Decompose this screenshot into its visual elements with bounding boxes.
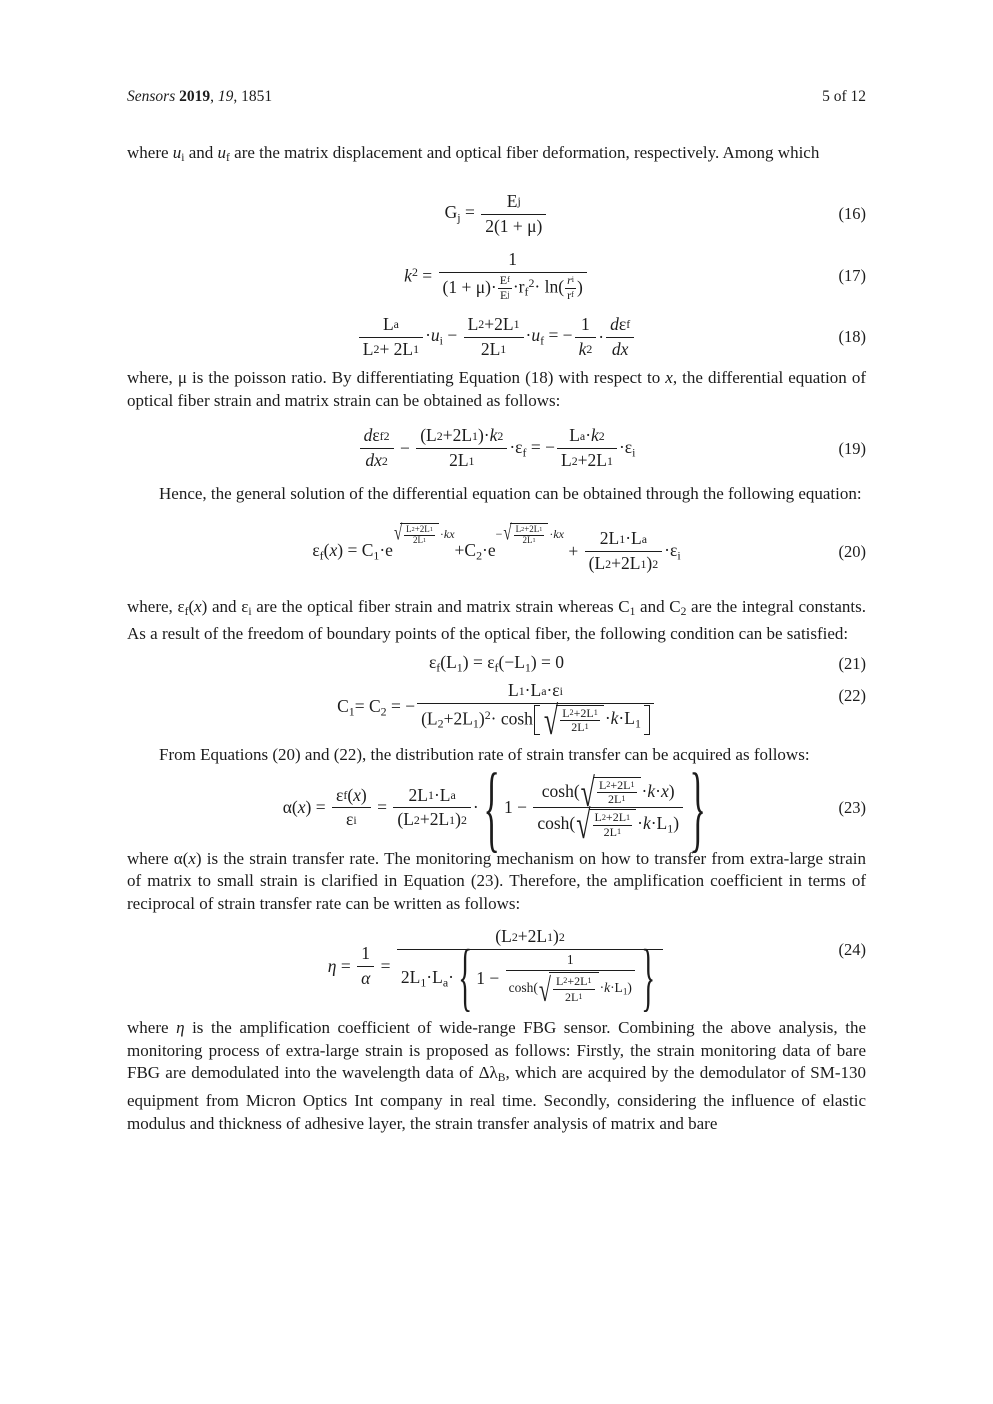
fraction — [560, 707, 600, 734]
numerator: r i — [567, 273, 575, 288]
fraction — [565, 274, 576, 301]
equation-24 — [127, 925, 866, 1021]
radical-sign-icon: √ — [543, 698, 559, 744]
equation-number-20: (20) — [838, 541, 866, 561]
math-text: $\cdot k\cdot L_1$ — [604, 708, 641, 731]
fraction — [464, 313, 524, 362]
denominator: E j — [499, 287, 510, 302]
denominator: dx — [611, 338, 629, 359]
brace-content — [476, 951, 637, 1009]
journal-citation: Sensors 2019, 19, 1851 — [127, 88, 273, 105]
numerator: L 2 +2L 1 — [594, 810, 631, 825]
equation-number-16: (16) — [838, 204, 866, 224]
fraction — [514, 525, 545, 546]
paragraph-2: where, μ is the poisson ratio. By differentiating Equation (18) with respect to x, the differential equation of optical fiber strain and matrix strain can be obtained as follows: — [127, 368, 867, 410]
math-text: + — [564, 541, 583, 562]
page-header — [127, 88, 866, 106]
square-root — [394, 523, 439, 546]
radical-sign-icon: √ — [580, 770, 595, 816]
math-text: $\cdot u_f$ = − — [525, 325, 573, 348]
fraction — [360, 424, 394, 473]
denominator: 2L 1 — [571, 720, 589, 735]
math-text: $(L_2+2L_1)^2\cdot \cosh$ — [421, 708, 533, 731]
math-text: $\cdot\varepsilon_i$ — [664, 540, 681, 563]
radicand — [556, 705, 604, 734]
denominator: ε i — [346, 809, 357, 830]
bracket-group — [534, 698, 650, 744]
denominator: 2L 1 — [608, 792, 626, 807]
numerator: E f — [499, 273, 510, 288]
numerator: 2L 1 ·L a — [585, 527, 663, 552]
math-text: − — [495, 527, 503, 542]
fraction — [393, 784, 471, 833]
left-brace: { — [483, 751, 500, 862]
equation-24-body — [327, 925, 665, 1021]
denominator: (L 2 +2L 1 ) 2 — [588, 553, 659, 574]
square-root — [503, 523, 548, 546]
denominator — [417, 698, 654, 744]
numerator: 1 — [357, 942, 374, 967]
numerator: d ε f — [606, 313, 634, 338]
equation-20-body — [312, 522, 681, 576]
equation-number-24: (24) — [838, 939, 866, 959]
fraction — [593, 811, 633, 838]
math-text: $\varepsilon_f(L_1) = \varepsilon_f(-L_1) = 0$ — [428, 651, 565, 675]
math-text: = — [372, 797, 392, 818]
denominator — [397, 936, 663, 1021]
fraction — [575, 313, 597, 362]
paragraph-5: From Equations (20) and (22), the distribution rate of strain transfer can be acquired as follows: — [159, 744, 810, 764]
numerator: L 2 +2L 1 — [464, 313, 524, 338]
fraction — [481, 190, 546, 239]
math-text: $\cdot\varepsilon_f$ = − — [509, 437, 556, 460]
fraction — [332, 784, 371, 833]
left-brace: { — [458, 936, 473, 1021]
equation-17-body — [404, 248, 589, 302]
numerator: L 2 +2L 1 — [515, 524, 543, 535]
math-text: cosh( — [537, 813, 576, 834]
math-text: 1 − — [503, 797, 532, 818]
math-text: $\cdot r_f^2\cdot \ln$( — [512, 276, 565, 299]
math-text: ) — [577, 277, 583, 298]
equation-number-22: (22) — [838, 686, 866, 706]
denominator: dx 2 — [365, 450, 388, 471]
numerator: L 2 +2L 1 — [553, 974, 595, 990]
denominator: 2(1 + μ) — [485, 215, 543, 236]
right-brace: } — [641, 936, 656, 1021]
math-text: $\cdot k\cdot L_1$) — [599, 979, 632, 997]
fraction — [357, 942, 374, 991]
equation-18-body — [357, 313, 636, 362]
math-text: $+C_2\cdot e$ — [454, 540, 496, 563]
math-text: $2L_1\cdot L_a\cdot$ — [400, 967, 454, 990]
numerator: (L 2 +2L 1 ) 2 — [397, 925, 663, 950]
math-text: α(x) = — [282, 797, 330, 818]
numerator: d ε f 2 — [360, 424, 394, 449]
math-text: ·k·x) — [641, 780, 675, 801]
numerator: 1 — [575, 313, 597, 338]
denominator: L 2 +2L 1 — [561, 450, 613, 471]
numerator: 1 — [439, 248, 587, 273]
equation-19 — [127, 424, 866, 473]
fraction — [585, 527, 663, 576]
equation-22 — [127, 679, 866, 744]
numerator: E j — [481, 190, 546, 215]
page-number: 5 of 12 — [822, 88, 866, 105]
numerator: 1 — [506, 951, 635, 971]
equation-23-body — [282, 751, 710, 862]
radicand — [510, 523, 549, 546]
denominator — [506, 971, 635, 1009]
math-text: $\cdot\varepsilon_i$ — [618, 437, 636, 460]
bracket-content — [543, 698, 641, 744]
square-root — [543, 698, 604, 744]
numerator: 2L 1 ·L a — [393, 784, 471, 809]
square-root — [576, 802, 636, 848]
math-text: (1 + μ)· — [442, 277, 497, 298]
numerator: L 2 +2L 1 — [562, 706, 598, 721]
math-text: $G_j$ = — [444, 202, 480, 225]
radicand — [589, 809, 637, 838]
equation-16-body — [445, 190, 549, 239]
radical-sign-icon: √ — [538, 971, 551, 1009]
math-text: $\cdot k\cdot L_1$) — [637, 812, 680, 835]
equation-18 — [127, 313, 866, 362]
right-bracket — [644, 705, 650, 734]
math-text: $C_1= C_2$ = − — [337, 695, 416, 719]
math-text: $k^2$ = — [404, 264, 437, 286]
math-text: $\cdot u_i$ − — [425, 325, 462, 348]
radicand — [593, 777, 641, 806]
math-text: ·kx — [549, 527, 565, 542]
fraction — [397, 925, 663, 1021]
fraction — [498, 274, 512, 301]
fraction — [404, 525, 435, 546]
denominator: (L 2 +2L 1 ) 2 — [397, 809, 467, 830]
fraction — [416, 424, 507, 473]
radicand — [400, 523, 439, 546]
equation-21 — [127, 652, 866, 675]
equation-number-18: (18) — [838, 327, 866, 347]
square-root — [538, 971, 599, 1009]
denominator: 2L 1 — [449, 450, 475, 471]
numerator: L 1 ·L a ·ε i — [417, 679, 654, 704]
radical-sign-icon: √ — [576, 802, 591, 848]
numerator: L a · k 2 — [557, 424, 617, 449]
numerator — [533, 770, 683, 816]
equation-number-21: (21) — [838, 653, 866, 673]
equation-number-17: (17) — [838, 265, 866, 285]
fraction — [553, 974, 595, 1005]
math-text: = — [376, 955, 395, 976]
exponent — [393, 523, 455, 546]
math-text: − — [395, 438, 415, 459]
math-text: ·kx — [439, 527, 455, 542]
denominator: 2L 1 — [565, 990, 583, 1005]
denominator: 2L 1 — [412, 535, 427, 546]
paragraph-7: where η is the amplification coefficient of wide-range FBG sensor. Combining the above analysis, the monitoring process of extra-large strain is proposed as follows: Firstly, the strain monitoring data of bare FBG are demodulated into the wavelength data of $\Delta\lambda_B$, which are acquired by the demodulator of SM-130 equipment from Micron Optics Int company in real time. Secondly, considering the influence of elastic modulus and thickness of adhesive layer, the strain transfer analysis of matrix and bare — [127, 1018, 866, 1133]
numerator: L a — [359, 313, 423, 338]
brace-content — [503, 770, 685, 848]
numerator: ε f ( x ) — [332, 784, 371, 809]
math-text: · — [598, 326, 605, 347]
left-bracket — [534, 705, 540, 734]
denominator: 2L 1 — [603, 824, 622, 839]
paragraph-3: Hence, the general solution of the differential equation can be obtained through the following equation: — [159, 484, 862, 504]
paragraph-1: where $u_i$ and $u_f$ are the matrix displacement and optical fiber deformation, respectively. Among which — [127, 143, 820, 165]
denominator — [533, 802, 683, 848]
fraction — [506, 951, 635, 1009]
math-text: η = — [327, 955, 356, 976]
equation-number-19: (19) — [838, 438, 866, 458]
denominator: 2L 1 — [480, 338, 507, 359]
numerator: L 2 +2L 1 — [406, 524, 433, 535]
denominator: r f — [567, 287, 574, 302]
fraction — [597, 779, 637, 806]
fraction — [557, 424, 617, 473]
equation-17 — [127, 248, 866, 302]
denominator — [439, 273, 587, 302]
math-text: · — [472, 797, 479, 818]
numerator: L 2 +2L 1 — [598, 778, 635, 793]
exponent — [496, 523, 564, 546]
paragraph-4: where, $\varepsilon_f(x)$ and $\varepsilon_i$ are the optical fiber strain and matrix strain whereas $C_1$ and $C_2$ are the integral constants. As a result of the freedom of boundary points of the optical fiber, the following condition can be satisfied: — [127, 596, 866, 644]
fraction — [606, 313, 634, 362]
math-text: cosh( — [508, 980, 538, 996]
fraction — [359, 313, 423, 362]
right-brace: } — [689, 751, 706, 862]
radical-sign-icon: √ — [503, 522, 512, 546]
math-text: cosh( — [541, 780, 580, 801]
denominator: L 2 + 2L 1 — [362, 338, 420, 359]
paragraph-6: where α(x) is the strain transfer rate. The monitoring mechanism on how to transfer from extra-large strain of matrix to small strain is clarified in Equation (23). Therefore, the amplification coefficient in terms of reciprocal of strain transfer rate can be written as follows: — [127, 848, 866, 913]
fraction — [533, 770, 683, 848]
equation-21-body — [429, 652, 564, 675]
equation-22-body — [337, 679, 656, 744]
denominator: k 2 — [578, 338, 593, 359]
radical-sign-icon: √ — [393, 522, 403, 546]
fraction — [439, 248, 587, 302]
equation-number-23: (23) — [838, 797, 866, 817]
denominator: 2L 1 — [522, 535, 536, 546]
equation-16 — [127, 190, 866, 239]
denominator: α — [361, 967, 371, 988]
math-text: $\varepsilon_f(x) = C_1\cdot e$ — [312, 540, 393, 563]
equation-19-body — [358, 424, 636, 473]
equation-20 — [127, 520, 866, 584]
numerator: (L 2 +2L 1 )· k 2 — [416, 424, 507, 449]
radicand — [549, 972, 599, 1005]
math-text: 1 − — [476, 967, 504, 988]
fraction — [417, 679, 654, 744]
